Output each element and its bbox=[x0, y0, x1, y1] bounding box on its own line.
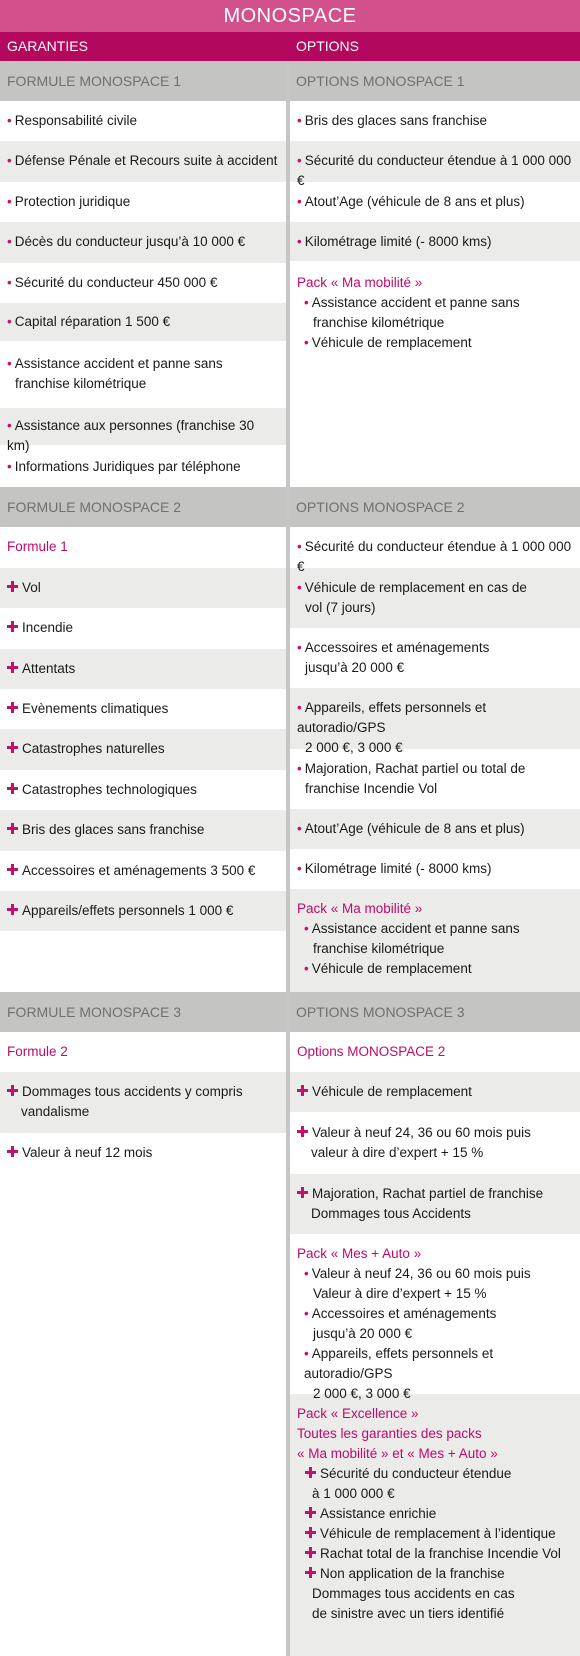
item-text: Accessoires et aménagements bbox=[304, 640, 490, 655]
list-item bbox=[297, 1264, 574, 1284]
list-item bbox=[0, 810, 286, 851]
item-text: Décès du conducteur jusqu’à 10 000 € bbox=[14, 234, 246, 249]
item-text: Majoration, Rachat partiel ou total de bbox=[304, 761, 526, 776]
item-text: Bris des glaces sans franchise bbox=[22, 822, 205, 837]
formula-label: Formule 1 bbox=[7, 539, 68, 554]
list-item bbox=[297, 1304, 574, 1324]
list-item bbox=[297, 293, 574, 313]
s2-right-heading: OPTIONS MONOSPACE 2 bbox=[290, 487, 580, 527]
section-monospace-3 bbox=[0, 992, 580, 1656]
plus-icon bbox=[7, 1146, 18, 1157]
plus-icon bbox=[7, 662, 18, 673]
list-item bbox=[0, 891, 286, 931]
item-text: Sécurité du conducteur 450 000 € bbox=[14, 275, 218, 290]
list-item bbox=[0, 770, 286, 810]
list-item bbox=[0, 445, 286, 487]
item-text: Bris des glaces sans franchise bbox=[304, 113, 488, 128]
pack-mes-plus-auto: Pack « Mes + Auto » • Valeur à neuf 24, 36 ou 60 mois puis Valeur à dire d’expert + 15 % • Accessoires et aménagements jusqu’à 20 000 € • Appareils, effets personnels et autoradio/GPS 2 000 €, 3 000 € bbox=[290, 1234, 580, 1394]
list-item bbox=[0, 408, 286, 453]
item-text: vandalisme bbox=[21, 1104, 90, 1119]
bullet-icon: • bbox=[297, 700, 302, 715]
pack-title: Pack « Ma mobilité » bbox=[297, 275, 423, 290]
list-item bbox=[0, 1133, 286, 1173]
bullet-icon: • bbox=[297, 153, 302, 168]
pack-title: Pack « Mes + Auto » bbox=[297, 1246, 422, 1261]
plus-icon bbox=[7, 823, 18, 834]
item-text: franchise Incendie Vol bbox=[305, 781, 438, 796]
item-text: Atout’Age (véhicule de 8 ans et plus) bbox=[304, 194, 525, 209]
plus-icon bbox=[297, 1126, 308, 1137]
bullet-icon: • bbox=[7, 234, 12, 249]
item-text: franchise kilométrique bbox=[15, 376, 147, 391]
item-text: Assistance accident et panne sans bbox=[14, 356, 223, 371]
plus-icon bbox=[7, 783, 18, 794]
list-item bbox=[0, 341, 286, 408]
list-item bbox=[0, 141, 286, 182]
plus-icon bbox=[305, 1507, 316, 1518]
item-text: Véhicule de remplacement bbox=[312, 1084, 472, 1099]
item-text: Dommages tous Accidents bbox=[311, 1206, 471, 1221]
list-item bbox=[297, 1524, 574, 1544]
list-item bbox=[290, 628, 580, 688]
s1-left-heading: FORMULE MONOSPACE 1 bbox=[0, 61, 286, 101]
s2-left-column bbox=[0, 487, 286, 992]
list-item bbox=[290, 1072, 580, 1112]
item-text: Informations Juridiques par téléphone bbox=[14, 459, 241, 474]
list-item bbox=[297, 1464, 574, 1484]
bullet-icon: • bbox=[7, 113, 12, 128]
item-text: Assistance accident et panne sans bbox=[311, 921, 520, 936]
bullet-icon: • bbox=[7, 194, 12, 209]
item-text: Dommages tous accidents y compris bbox=[22, 1084, 243, 1099]
bullet-icon: • bbox=[297, 861, 302, 876]
bullet-icon: • bbox=[304, 1346, 309, 1361]
plus-icon bbox=[305, 1567, 316, 1578]
item-text: Protection juridique bbox=[14, 194, 131, 209]
list-item bbox=[0, 608, 286, 649]
s3-left-heading: FORMULE MONOSPACE 3 bbox=[0, 992, 286, 1032]
item-text: Sécurité du conducteur étendue à 1 000 000 € bbox=[297, 153, 572, 188]
item-text: Valeur à neuf 24, 36 ou 60 mois puis bbox=[312, 1125, 531, 1140]
item-text: Non application de la franchise bbox=[320, 1566, 505, 1581]
item-text: Assistance aux personnes (franchise 30 km) bbox=[7, 418, 255, 453]
list-item bbox=[0, 689, 286, 729]
page-title: MONOSPACE bbox=[0, 0, 580, 32]
bullet-icon: • bbox=[7, 356, 12, 371]
item-text: Valeur à neuf 24, 36 ou 60 mois puis bbox=[311, 1266, 531, 1281]
list-item bbox=[290, 141, 580, 188]
item-text: Catastrophes technologiques bbox=[22, 782, 197, 797]
list-item bbox=[297, 333, 574, 353]
plus-icon bbox=[7, 1085, 18, 1096]
bullet-icon: • bbox=[297, 113, 302, 128]
list-item bbox=[0, 222, 286, 263]
list-item bbox=[290, 809, 580, 849]
list-item bbox=[290, 568, 580, 628]
s3-left-column bbox=[0, 992, 286, 1656]
plus-icon bbox=[305, 1547, 316, 1558]
bullet-icon: • bbox=[304, 961, 309, 976]
item-text: Appareils, effets personnels et autoradio/GPS bbox=[304, 1346, 494, 1381]
header-garanties: GARANTIES bbox=[7, 38, 88, 54]
s1-left-column bbox=[0, 61, 286, 487]
plus-icon bbox=[305, 1527, 316, 1538]
s1-right-heading: OPTIONS MONOSPACE 1 bbox=[290, 61, 580, 101]
bullet-icon: • bbox=[304, 921, 309, 936]
list-item bbox=[297, 959, 574, 979]
plus-icon bbox=[297, 1085, 308, 1096]
s3-right-column bbox=[286, 992, 580, 1656]
item-text: Accessoires et aménagements bbox=[311, 1306, 497, 1321]
item-text: Catastrophes naturelles bbox=[22, 741, 165, 756]
list-item bbox=[297, 919, 574, 939]
item-text: Appareils, effets personnels et autoradio/GPS bbox=[297, 700, 487, 735]
plus-icon bbox=[7, 621, 18, 632]
item-text: Kilométrage limité (- 8000 kms) bbox=[304, 861, 492, 876]
list-item bbox=[290, 182, 580, 222]
pack-ma-mobilite: Pack « Ma mobilité » • Assistance accident et panne sans franchise kilométrique • Véhicule de remplacement bbox=[290, 261, 580, 353]
pack-title: Pack « Excellence » bbox=[297, 1406, 419, 1421]
item-text: Accessoires et aménagements 3 500 € bbox=[22, 863, 256, 878]
list-item bbox=[290, 222, 580, 261]
list-item bbox=[0, 263, 286, 303]
list-item bbox=[297, 1564, 574, 1584]
item-text: Capital réparation 1 500 € bbox=[14, 314, 171, 329]
list-item bbox=[290, 1174, 580, 1234]
list-item bbox=[0, 851, 286, 891]
bullet-icon: • bbox=[297, 821, 302, 836]
section-monospace-1 bbox=[0, 61, 580, 487]
list-item bbox=[297, 1504, 574, 1524]
bullet-icon: • bbox=[304, 1266, 309, 1281]
pack-ma-mobilite: Pack « Ma mobilité » • Assistance accident et panne sans franchise kilométrique • Véhicule de remplacement bbox=[290, 889, 580, 992]
item-text: Véhicule de remplacement en cas de bbox=[304, 580, 527, 595]
plus-icon bbox=[305, 1467, 316, 1478]
bullet-icon: • bbox=[297, 194, 302, 209]
item-text: vol (7 jours) bbox=[305, 600, 376, 615]
bullet-icon: • bbox=[297, 234, 302, 249]
list-item bbox=[290, 688, 580, 755]
list-item bbox=[0, 568, 286, 608]
list-item bbox=[0, 182, 286, 222]
bullet-icon: • bbox=[7, 275, 12, 290]
item-text: Kilométrage limité (- 8000 kms) bbox=[304, 234, 492, 249]
bullet-icon: • bbox=[297, 640, 302, 655]
plus-icon bbox=[7, 581, 18, 592]
item-text: Responsabilité civile bbox=[14, 113, 138, 128]
item-text: Sécurité du conducteur étendue bbox=[320, 1466, 512, 1481]
item-text: Atout’Age (véhicule de 8 ans et plus) bbox=[304, 821, 525, 836]
plus-icon bbox=[7, 904, 18, 915]
item-text: Véhicule de remplacement à l’identique bbox=[320, 1526, 556, 1541]
formula-label: Formule 2 bbox=[7, 1044, 68, 1059]
bullet-icon: • bbox=[304, 335, 309, 350]
list-item bbox=[0, 303, 286, 341]
bullet-icon: • bbox=[7, 314, 12, 329]
list-item bbox=[0, 101, 286, 141]
item-text: Attentats bbox=[22, 661, 76, 676]
list-item bbox=[297, 1544, 574, 1564]
plus-icon bbox=[7, 864, 18, 875]
item-text: Rachat total de la franchise Incendie Vol bbox=[320, 1546, 561, 1561]
item-text: Valeur à neuf 12 mois bbox=[22, 1145, 153, 1160]
plus-icon bbox=[297, 1187, 308, 1198]
pack-excellence: Pack « Excellence » Toutes les garanties des packs « Ma mobilité » et « Mes + Auto » Sécurité du conducteur étendue à 1 000 000 € Assistance enrichie Véhicule de remplacement à l’identique Rachat total de la franchise Incendie Vol Non application de la franchise Dommages tous accidents en cas de sinistre avec un tiers identifié bbox=[290, 1394, 580, 1656]
section-monospace-2 bbox=[0, 487, 580, 992]
s2-left-heading: FORMULE MONOSPACE 2 bbox=[0, 487, 286, 527]
plus-icon bbox=[7, 702, 18, 713]
plus-icon bbox=[7, 742, 18, 753]
s1-right-column bbox=[286, 61, 580, 487]
item-text: Appareils/effets personnels 1 000 € bbox=[22, 903, 234, 918]
item-text: Sécurité du conducteur étendue à 1 000 000 € bbox=[297, 539, 572, 574]
item-text: Evènements climatiques bbox=[22, 701, 169, 716]
list-item bbox=[290, 749, 580, 809]
bullet-icon: • bbox=[7, 459, 12, 474]
list-item bbox=[297, 1344, 574, 1384]
list-item bbox=[290, 101, 580, 141]
bullet-icon: • bbox=[7, 153, 12, 168]
list-item bbox=[0, 1072, 286, 1133]
item-text: Assistance accident et panne sans bbox=[311, 295, 520, 310]
item-text: 2 000 €, 3 000 € bbox=[305, 740, 403, 755]
item-text: Défense Pénale et Recours suite à accident bbox=[14, 153, 278, 168]
s3-right-heading: OPTIONS MONOSPACE 3 bbox=[290, 992, 580, 1032]
bullet-icon: • bbox=[297, 761, 302, 776]
pack-subtitle: « Ma mobilité » et « Mes + Auto » bbox=[297, 1446, 498, 1461]
item-text: Vol bbox=[22, 580, 41, 595]
item-text: Incendie bbox=[22, 620, 74, 635]
item-text: Véhicule de remplacement bbox=[311, 961, 472, 976]
list-item bbox=[0, 649, 286, 689]
pack-subtitle: Toutes les garanties des packs bbox=[297, 1426, 482, 1441]
pack-title: Pack « Ma mobilité » bbox=[297, 901, 423, 916]
item-text: Majoration, Rachat partiel de franchise bbox=[312, 1186, 544, 1201]
bullet-icon: • bbox=[7, 418, 12, 433]
item-text: jusqu’à 20 000 € bbox=[305, 660, 405, 675]
bullet-icon: • bbox=[304, 1306, 309, 1321]
item-text: valeur à dire d’expert + 15 % bbox=[311, 1145, 484, 1160]
item-text: Assistance enrichie bbox=[320, 1506, 437, 1521]
s2-right-column bbox=[286, 487, 580, 992]
bullet-icon: • bbox=[304, 295, 309, 310]
list-item bbox=[0, 729, 286, 770]
list-item bbox=[290, 849, 580, 889]
list-item bbox=[290, 1112, 580, 1174]
list-item bbox=[290, 527, 580, 574]
item-text: Véhicule de remplacement bbox=[311, 335, 472, 350]
column-headers bbox=[0, 32, 580, 61]
options-label: Options MONOSPACE 2 bbox=[297, 1044, 446, 1059]
header-options: OPTIONS bbox=[296, 38, 360, 54]
bullet-icon: • bbox=[297, 539, 302, 554]
bullet-icon: • bbox=[297, 580, 302, 595]
